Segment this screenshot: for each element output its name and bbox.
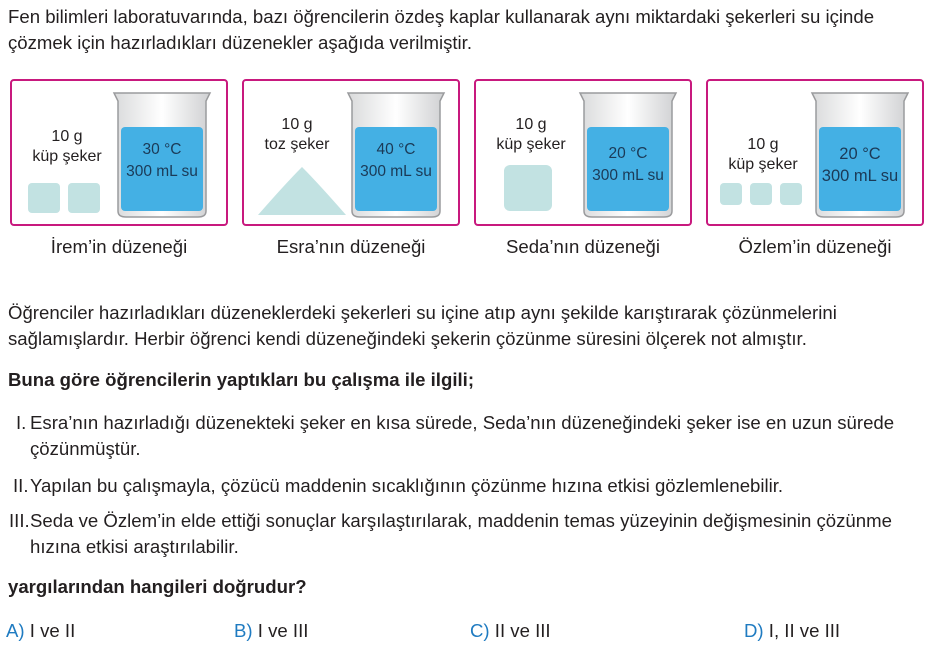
sugar-cube: [68, 183, 100, 213]
water-temperature: 20 °C: [839, 145, 881, 163]
sugar-amount: 10 g: [281, 116, 313, 133]
sugar-cube: [504, 165, 552, 211]
statement-text: Yapılan bu çalışmayla, çözücü maddenin sıcaklığının çözünme hızına etkisi gözlemlenebilir.: [30, 475, 784, 496]
water-volume: 300 mL su: [126, 163, 198, 180]
statement-text: Esra’nın hazırladığı düzenekteki şeker en kısa sürede, Seda’nın düzeneğindeki şeker ise en uzun sürede çözünmüştür.: [30, 412, 895, 459]
powder-sugar-icon: [256, 163, 348, 217]
option-letter: A): [6, 620, 25, 641]
option-d[interactable]: [744, 620, 840, 642]
setup-panel-ozlem: [706, 79, 924, 226]
intro-text: Fen bilimleri laboratuvarında, bazı öğrencilerin özdeş kaplar kullanarak aynı miktardaki şekerleri su içinde çözmek için hazırladıkları düzenekler aşağıda verilmiştir.: [8, 6, 875, 53]
sugar-info: [252, 115, 342, 155]
water-info: [586, 143, 670, 187]
water-volume: 300 mL su: [821, 167, 899, 185]
sugar-type: küp şeker: [728, 156, 798, 173]
statement-text: Seda ve Özlem’in elde ettiği sonuçlar karşılaştırılarak, maddenin temas yüzeyinin değişmesinin çözünme hızına etkisi araştırılabilir.: [30, 510, 892, 557]
option-c[interactable]: [470, 620, 551, 642]
water-temperature: 40 °C: [376, 141, 416, 158]
water-info: [818, 143, 902, 187]
option-letter: B): [234, 620, 253, 641]
setup-panel-esra: [242, 79, 460, 226]
water-info: [354, 139, 438, 183]
sugar-type: küp şeker: [32, 148, 102, 165]
option-letter: C): [470, 620, 490, 641]
sugar-type: küp şeker: [496, 136, 566, 153]
sugar-cube: [28, 183, 60, 213]
water-volume: 300 mL su: [592, 167, 664, 184]
option-a[interactable]: [6, 620, 75, 642]
water-info: [120, 139, 204, 183]
question-lead: Buna göre öğrencilerin yaptıkları bu çalışma ile ilgili;: [8, 369, 475, 390]
water-temperature: 30 °C: [142, 141, 182, 158]
question-text: yargılarından hangileri doğrudur?: [8, 576, 307, 597]
sugar-cube: [780, 183, 802, 205]
water-temperature: 20 °C: [608, 145, 648, 162]
sugar-info: [486, 115, 576, 155]
option-text: I, II ve III: [768, 620, 841, 641]
sugar-cube: [750, 183, 772, 205]
statement-number: III.: [9, 510, 30, 531]
setup-panel-irem: [10, 79, 228, 226]
sugar-type: toz şeker: [264, 136, 330, 153]
option-text: I ve III: [257, 620, 309, 641]
statement-3: [9, 508, 935, 560]
setup-label-irem: İrem’in düzeneği: [50, 236, 188, 257]
sugar-amount: 10 g: [515, 116, 547, 133]
option-letter: D): [744, 620, 764, 641]
statement-1: [16, 410, 935, 462]
statement-number: I.: [16, 412, 27, 433]
sugar-info: [24, 127, 110, 167]
option-text: II ve III: [494, 620, 551, 641]
statement-2: [13, 473, 935, 499]
sugar-info: [718, 135, 808, 175]
sugar-amount: 10 g: [747, 136, 779, 153]
option-b[interactable]: [234, 620, 308, 642]
setup-label-seda: Seda’nın düzeneği: [505, 236, 661, 257]
paragraph-text: Öğrenciler hazırladıkları düzeneklerdeki şekerleri su içine atıp aynı şekilde karıştırarak çözünmelerini sağlamışlardır. Herbir öğrenci kendi düzeneğindeki şekerin çözünme süresini ölçerek not almıştır.: [8, 302, 837, 349]
setup-label-esra: Esra’nın düzeneği: [276, 236, 426, 257]
statement-number: II.: [13, 475, 29, 496]
option-text: I ve II: [29, 620, 76, 641]
sugar-amount: 10 g: [51, 128, 83, 145]
sugar-cube: [720, 183, 742, 205]
water-volume: 300 mL su: [360, 163, 432, 180]
setup-panel-seda: [474, 79, 692, 226]
setup-label-ozlem: Özlem’in düzeneği: [738, 236, 892, 257]
